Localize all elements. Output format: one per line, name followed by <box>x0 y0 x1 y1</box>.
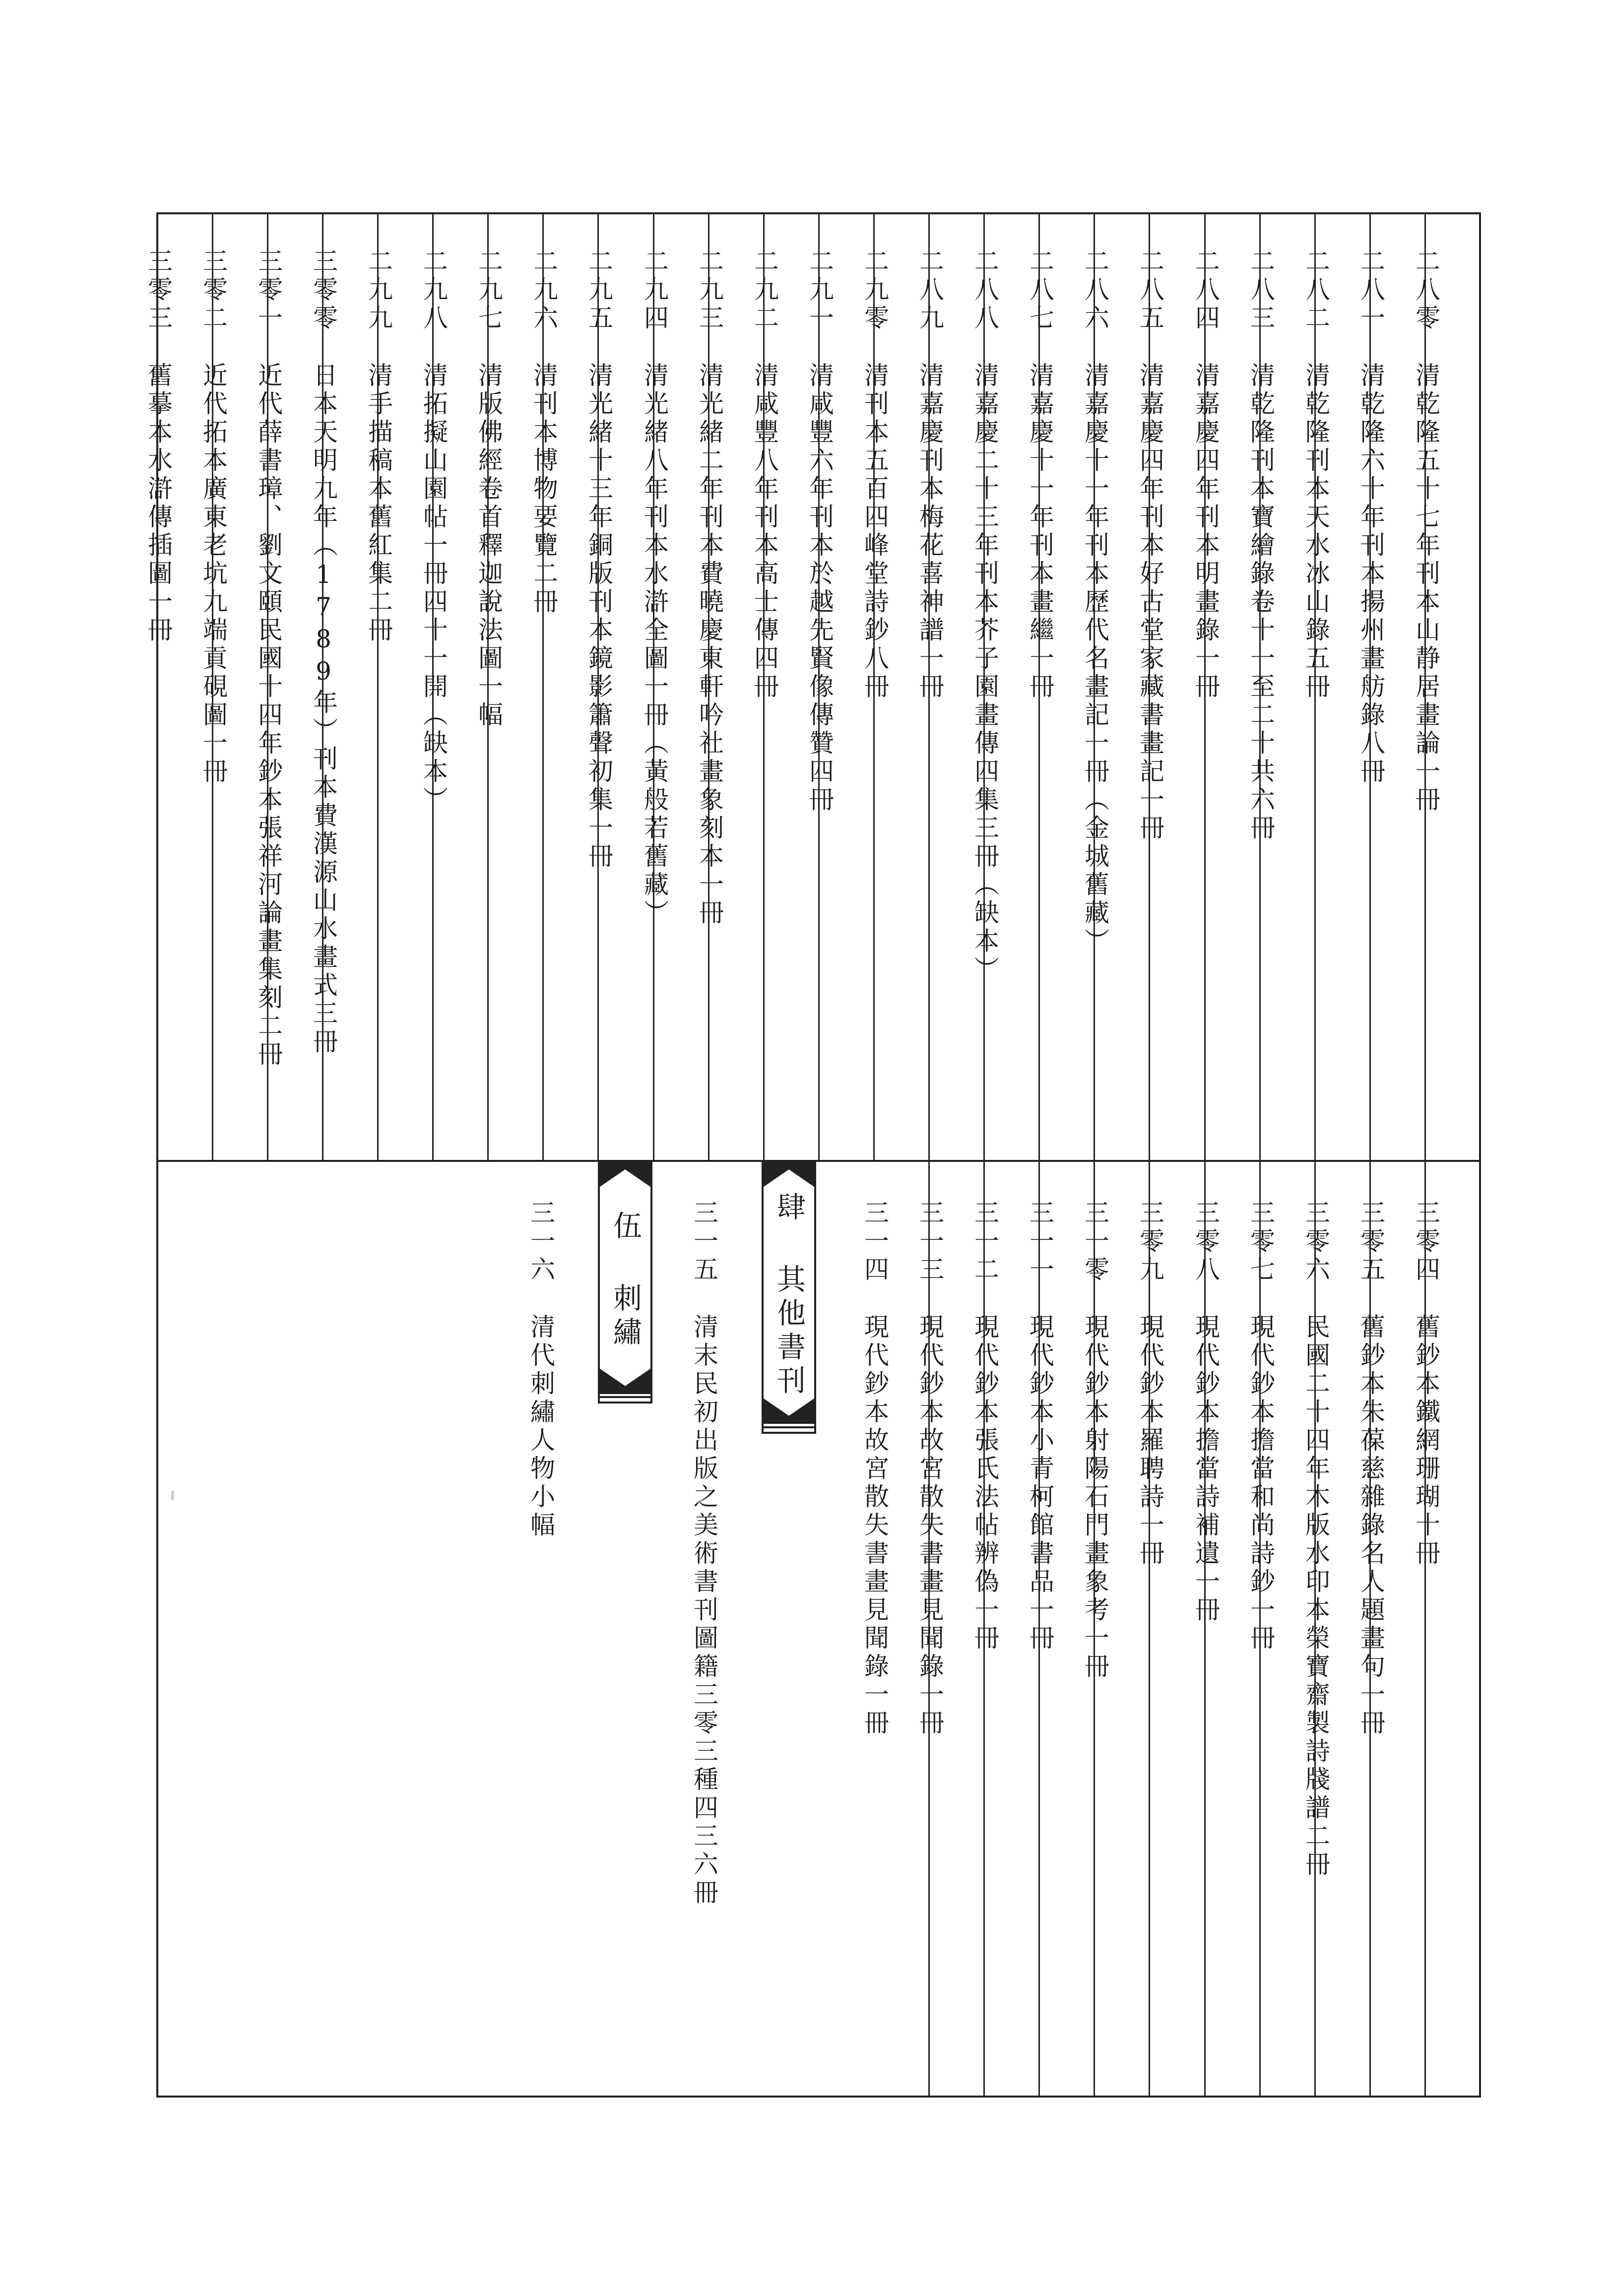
entry-number: 二九九 <box>364 248 393 333</box>
entry-number: 三一四 <box>860 1200 889 1284</box>
banner-top-chevron <box>598 1161 652 1188</box>
entry-title: 清光緒十三年銅版刊本鏡影簫聲初集一冊 <box>584 362 613 871</box>
banner-bottom-chevron <box>762 1397 816 1424</box>
entry-title: 現代鈔本張氏法帖辨偽一冊 <box>970 1314 999 1653</box>
column-rule <box>1424 1161 1426 2098</box>
entry-number: 三零三 <box>144 248 173 333</box>
entry-title: 清版佛經卷首釋迦說法圖一幅 <box>474 362 503 730</box>
entry-number: 二八七 <box>1026 248 1054 333</box>
entry-number: 二九四 <box>640 248 669 333</box>
column-rule <box>377 212 379 1161</box>
entry-number: 三零五 <box>1356 1200 1385 1284</box>
section-4-label: 肆 其他書刊 <box>772 1192 806 1399</box>
entry-number: 二八二 <box>1301 248 1330 333</box>
entry-title: 清嘉慶二十三年刊本芥子園畫傳四集三冊（缺本） <box>970 362 999 984</box>
column-rule <box>542 212 544 1161</box>
entry-title: 清光緒八年刊本水滸全圖一冊（黃般若舊藏） <box>640 362 669 928</box>
entry-title: 清刊本博物要覽二冊 <box>529 362 558 617</box>
banner-rule <box>762 1426 816 1428</box>
entry-title: 清嘉慶刊本梅花喜神譜一冊 <box>915 362 944 702</box>
banner-rule <box>598 1402 652 1403</box>
entry-number: 三零一 <box>254 248 283 333</box>
entry-number: 二九六 <box>529 248 558 333</box>
entry-title: 現代鈔本擔當和尚詩鈔一冊 <box>1246 1314 1275 1653</box>
entry-number: 三一三 <box>915 1200 944 1284</box>
section-5-label: 伍 刺繡 <box>608 1211 642 1350</box>
entry-number: 二八零 <box>1412 248 1440 333</box>
entry-number: 三一二 <box>970 1200 999 1284</box>
entry-title: 現代鈔本故宮散失書畫見聞錄一冊 <box>915 1314 944 1738</box>
entry-title: 清乾隆刊本寶繪錄卷十一至二十共六冊 <box>1246 362 1275 843</box>
entry-title: 清光緒二年刊本費曉慶東軒吟社畫象刻本一冊 <box>695 362 724 928</box>
entry-title: 現代鈔本擔當詩補遺一冊 <box>1191 1314 1220 1625</box>
entry-number: 二九零 <box>860 248 889 333</box>
entry-number: 二八九 <box>915 248 944 333</box>
banner-rule <box>762 1432 816 1434</box>
entry-number: 二九二 <box>750 248 779 333</box>
entry-title: 近代薛書璋、劉文頤民國十四年鈔本張祥河論畫集刻二冊 <box>254 362 283 1069</box>
entry-number: 二八三 <box>1246 248 1275 333</box>
entry-number: 二九五 <box>584 248 613 333</box>
entry-title: 清末民初出版之美術書刊圖籍三零三種四三六冊 <box>690 1314 718 1908</box>
entry-title: 清乾隆五十七年刊本山静居畫論一冊 <box>1412 362 1440 815</box>
entry-title: 近代拓本廣東老坑九端貢硯圖一冊 <box>199 362 228 786</box>
entry-title: 清拓擬山園帖一冊四十一開（缺本） <box>419 362 448 815</box>
banner-bottom-chevron <box>598 1367 652 1394</box>
entry-number: 三一五 <box>690 1200 718 1284</box>
entry-title: 清手描稿本舊紅集二冊 <box>364 362 393 645</box>
entry-title: 舊鈔本朱葆慈雜錄名人題畫句一冊 <box>1356 1314 1385 1738</box>
entry-number: 三零九 <box>1136 1200 1164 1284</box>
entry-number: 三零四 <box>1412 1200 1440 1284</box>
entry-title: 清代刺繡人物小幅 <box>526 1314 555 1540</box>
entry-title: 舊鈔本鐵網珊瑚十冊 <box>1412 1314 1440 1568</box>
entry-title: 清乾隆刊本天水冰山錄五冊 <box>1301 362 1330 702</box>
entry-number: 二九一 <box>805 248 834 333</box>
entry-number: 三零七 <box>1246 1200 1275 1284</box>
banner-rule <box>598 1396 652 1398</box>
entry-title: 清嘉慶十一年刊本歷代名畫記一冊（金城舊藏） <box>1081 362 1109 956</box>
entry-title: 現代鈔本故宮散失書畫見聞錄一冊 <box>860 1314 889 1738</box>
entry-title: 清刊本五百四峰堂詩鈔八冊 <box>860 362 889 702</box>
section-4-banner <box>762 1161 816 1432</box>
entry-number: 三零零 <box>309 248 338 333</box>
entry-title: 舊摹本水滸傳插圖一冊 <box>144 362 173 645</box>
entry-title: 現代鈔本射陽石門畫象考一冊 <box>1081 1314 1109 1681</box>
entry-number: 三零八 <box>1191 1200 1220 1284</box>
entry-title: 民國二十四年木版水印本榮寶齋製詩牋譜二冊 <box>1301 1314 1330 1879</box>
entry-title: 現代鈔本小青柯館書品一冊 <box>1026 1314 1054 1653</box>
entry-title: 清嘉慶十一年刊本畫繼一冊 <box>1026 362 1054 702</box>
entry-title: 清嘉慶四年刊本好古堂家藏書畫記一冊 <box>1136 362 1164 843</box>
entry-number: 三零二 <box>199 248 228 333</box>
entry-title: 清咸豐六年刊本於越先賢像傳贊四冊 <box>805 362 834 815</box>
entry-number: 二八八 <box>970 248 999 333</box>
entry-title: 清嘉慶四年刊本明畫錄一冊 <box>1191 362 1220 702</box>
section-5-banner <box>598 1161 652 1402</box>
entry-title: 清乾隆六十年刊本揚州畫舫錄八冊 <box>1356 362 1385 786</box>
banner-top-chevron <box>762 1161 816 1188</box>
entry-number: 二八一 <box>1356 248 1385 333</box>
entry-number: 三一零 <box>1081 1200 1109 1284</box>
entry-title: 日本天明九年（1789年）刊本費漢源山水畫式三冊 <box>309 362 338 1057</box>
entry-number: 二九三 <box>695 248 724 333</box>
paper-speck <box>171 1491 174 1500</box>
column-rule <box>1204 1161 1206 2098</box>
entry-number: 二八五 <box>1136 248 1164 333</box>
entry-number: 二九八 <box>419 248 448 333</box>
column-rule <box>1149 1161 1150 2098</box>
entry-number: 二八四 <box>1191 248 1220 333</box>
entry-title: 現代鈔本羅聘詩一冊 <box>1136 1314 1164 1568</box>
entry-title: 清咸豐八年刊本高士傳四冊 <box>750 362 779 702</box>
entry-number: 三一六 <box>526 1200 555 1284</box>
entry-number: 三零六 <box>1301 1200 1330 1284</box>
entry-number: 三一一 <box>1026 1200 1054 1284</box>
entry-number: 二九七 <box>474 248 503 333</box>
entry-number: 二八六 <box>1081 248 1109 333</box>
